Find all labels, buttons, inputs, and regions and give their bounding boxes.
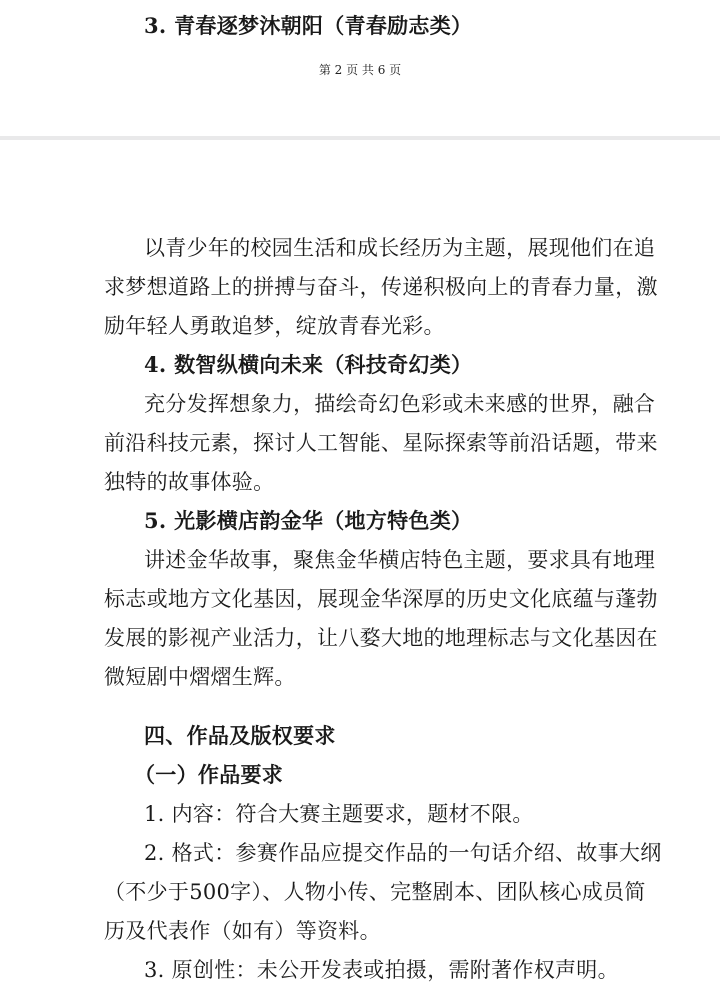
paragraph-line: 发展的影视产业活力，让八婺大地的地理标志与文化基因在 <box>104 626 658 650</box>
current-page <box>0 140 720 992</box>
requirement-item-format: 2. 格式：参赛作品应提交作品的一句话介绍、故事大纲 <box>144 841 662 865</box>
paragraph-line: 微短剧中熠熠生辉。 <box>104 665 296 689</box>
heading-youth-category: 3. 青春逐梦沐朝阳（青春励志类） <box>144 13 473 38</box>
requirement-item-originality: 3. 原创性：未公开发表或拍摄，需附著作权声明。 <box>144 958 619 982</box>
paragraph-line: 励年轻人勇敢追梦，绽放青春光彩。 <box>104 314 445 338</box>
requirement-item-content: 1. 内容：符合大赛主题要求，题材不限。 <box>144 802 534 826</box>
subsection-heading-work-requirements: （一）作品要求 <box>134 762 284 787</box>
heading-scifi-category: 4. 数智纵横向未来（科技奇幻类） <box>144 352 473 377</box>
paragraph-line: （不少于500字）、人物小传、完整剧本、团队核心成员简 <box>104 880 646 904</box>
paragraph-line: 历及代表作（如有）等资料。 <box>104 919 381 943</box>
paragraph-line: 求梦想道路上的拼搏与奋斗，传递积极向上的青春力量，激 <box>104 275 658 299</box>
page-number-footer: 第 2 页 共 6 页 <box>318 63 402 77</box>
section-heading-works-copyright: 四、作品及版权要求 <box>144 723 336 748</box>
paragraph-line: 标志或地方文化基因，展现金华深厚的历史文化底蕴与蓬勃 <box>104 587 658 611</box>
paragraph-line: 讲述金华故事，聚焦金华横店特色主题，要求具有地理 <box>144 548 656 572</box>
heading-local-category: 5. 光影横店韵金华（地方特色类） <box>144 508 473 533</box>
paragraph-line: 充分发挥想象力，描绘奇幻色彩或未来感的世界，融合 <box>144 392 656 416</box>
previous-page <box>0 0 720 136</box>
paragraph-line: 独特的故事体验。 <box>104 470 275 494</box>
paragraph-line: 前沿科技元素，探讨人工智能、星际探索等前沿话题，带来 <box>104 431 658 455</box>
paragraph-line: 以青少年的校园生活和成长经历为主题，展现他们在追 <box>144 236 656 260</box>
